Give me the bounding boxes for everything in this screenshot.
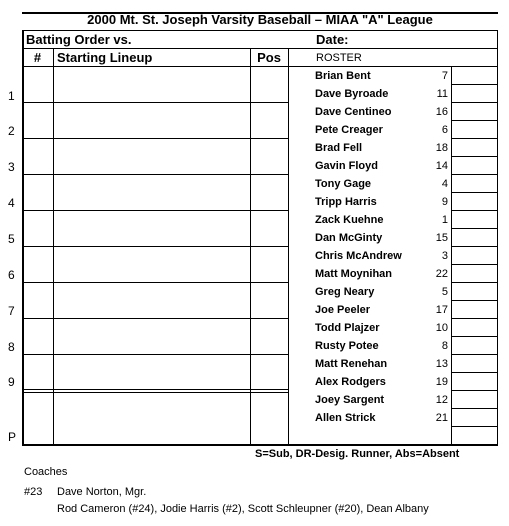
roster-player-name: Pete Creager — [315, 124, 383, 136]
roster-box-line — [451, 246, 497, 247]
roster-player-number: 10 — [435, 322, 448, 334]
roster-player-number: 16 — [435, 106, 448, 118]
roster-player-number: 9 — [441, 196, 448, 208]
frame-left — [22, 30, 24, 445]
row-label-8: 8 — [8, 340, 15, 354]
roster-player-number: 12 — [435, 394, 448, 406]
row-label-5: 5 — [8, 232, 15, 246]
roster-box-line — [451, 336, 497, 337]
manager-number: #23 — [24, 486, 43, 498]
row-label-p: P — [8, 430, 17, 444]
lineup-row-line — [22, 354, 289, 355]
roster-box-line — [451, 282, 497, 283]
roster-box-line — [451, 426, 497, 427]
roster-player-number: 7 — [441, 70, 448, 82]
title-divider — [22, 30, 498, 31]
roster-player-name: Zack Kuehne — [315, 214, 384, 226]
row-label-7: 7 — [8, 304, 15, 318]
abbreviation-legend: S=Sub, DR-Desig. Runner, Abs=Absent — [255, 448, 460, 460]
roster-box-line — [451, 318, 497, 319]
date-label: Date: — [316, 32, 349, 47]
lineup-row-line-double — [22, 392, 289, 393]
roster-player-name: Joey Sargent — [315, 394, 385, 406]
col-number-header: # — [33, 50, 42, 65]
roster-player-name: Matt Moynihan — [315, 268, 392, 280]
lineup-row-line — [22, 389, 289, 390]
row-label-6: 6 — [8, 268, 15, 282]
roster-box-line — [451, 102, 497, 103]
col-pos-header: Pos — [257, 50, 281, 65]
roster-box-line — [451, 174, 497, 175]
roster-player-number: 13 — [435, 358, 448, 370]
roster-box-line — [451, 372, 497, 373]
roster-box-line — [451, 210, 497, 211]
roster-player-name: Dan McGinty — [315, 232, 383, 244]
roster-player-name: Dave Centineo — [315, 106, 392, 118]
roster-player-number: 15 — [435, 232, 448, 244]
roster-player-number: 8 — [441, 340, 448, 352]
roster-player-number: 1 — [441, 214, 448, 226]
roster-player-name: Joe Peeler — [315, 304, 371, 316]
lineup-row-line — [22, 210, 289, 211]
roster-player-number: 19 — [435, 376, 448, 388]
coaches-label: Coaches — [24, 466, 68, 478]
frame-top — [22, 12, 498, 14]
roster-box-line — [451, 390, 497, 391]
lineup-row-line — [22, 246, 289, 247]
roster-box-line — [451, 138, 497, 139]
col-lineup-header: Starting Lineup — [57, 50, 153, 65]
row-label-9: 9 — [8, 375, 15, 389]
frame-right — [497, 30, 498, 445]
roster-player-name: Greg Neary — [315, 286, 375, 298]
lineup-row-line — [22, 318, 289, 319]
roster-player-number: 3 — [441, 250, 448, 262]
roster-player-name: Gavin Floyd — [315, 160, 378, 172]
lineup-row-line — [22, 174, 289, 175]
roster-player-name: Tripp Harris — [315, 196, 377, 208]
roster-box-line — [451, 192, 497, 193]
row-label-1: 1 — [8, 89, 15, 103]
roster-player-number: 14 — [435, 160, 448, 172]
batting-order-label: Batting Order vs. — [26, 32, 132, 47]
roster-player-number: 22 — [435, 268, 448, 280]
page-title: 2000 Mt. St. Joseph Varsity Baseball – MIAA "A" League — [87, 12, 433, 27]
roster-box-line — [451, 300, 497, 301]
lineup-row-line — [22, 102, 289, 103]
roster-box-line — [451, 120, 497, 121]
roster-box-line — [451, 228, 497, 229]
roster-box-line — [451, 264, 497, 265]
roster-player-name: Tony Gage — [315, 178, 372, 190]
roster-player-number: 4 — [441, 178, 448, 190]
roster-player-name: Todd Plajzer — [315, 322, 380, 334]
roster-player-number: 17 — [435, 304, 448, 316]
roster-player-name: Brad Fell — [315, 142, 363, 154]
lineup-row-line — [22, 282, 289, 283]
roster-player-name: Dave Byroade — [315, 88, 389, 100]
roster-player-number: 6 — [441, 124, 448, 136]
assistant-coaches: Rod Cameron (#24), Jodie Harris (#2), Scott Schleupner (#20), Dean Albany — [57, 503, 429, 515]
roster-player-name: Chris McAndrew — [315, 250, 402, 262]
roster-box-line — [451, 354, 497, 355]
row-label-2: 2 — [8, 124, 15, 138]
row-label-3: 3 — [8, 160, 15, 174]
roster-box-line — [451, 84, 497, 85]
header-divider — [22, 48, 498, 49]
lineup-row-line — [22, 138, 289, 139]
roster-player-number: 5 — [441, 286, 448, 298]
roster-player-number: 21 — [435, 412, 448, 424]
roster-box-line — [451, 156, 497, 157]
roster-player-number: 11 — [436, 88, 448, 100]
column-header-divider — [22, 66, 498, 67]
roster-player-name: Allen Strick — [315, 412, 376, 424]
roster-player-name: Rusty Potee — [315, 340, 379, 352]
roster-header: ROSTER — [316, 52, 362, 64]
roster-player-name: Matt Renehan — [315, 358, 388, 370]
roster-player-name: Brian Bent — [315, 70, 371, 82]
manager-name: Dave Norton, Mgr. — [57, 486, 147, 498]
row-label-4: 4 — [8, 196, 15, 210]
roster-player-number: 18 — [435, 142, 448, 154]
roster-box-line — [451, 66, 452, 445]
frame-bottom — [22, 444, 498, 446]
roster-box-line — [451, 408, 497, 409]
roster-player-name: Alex Rodgers — [315, 376, 386, 388]
